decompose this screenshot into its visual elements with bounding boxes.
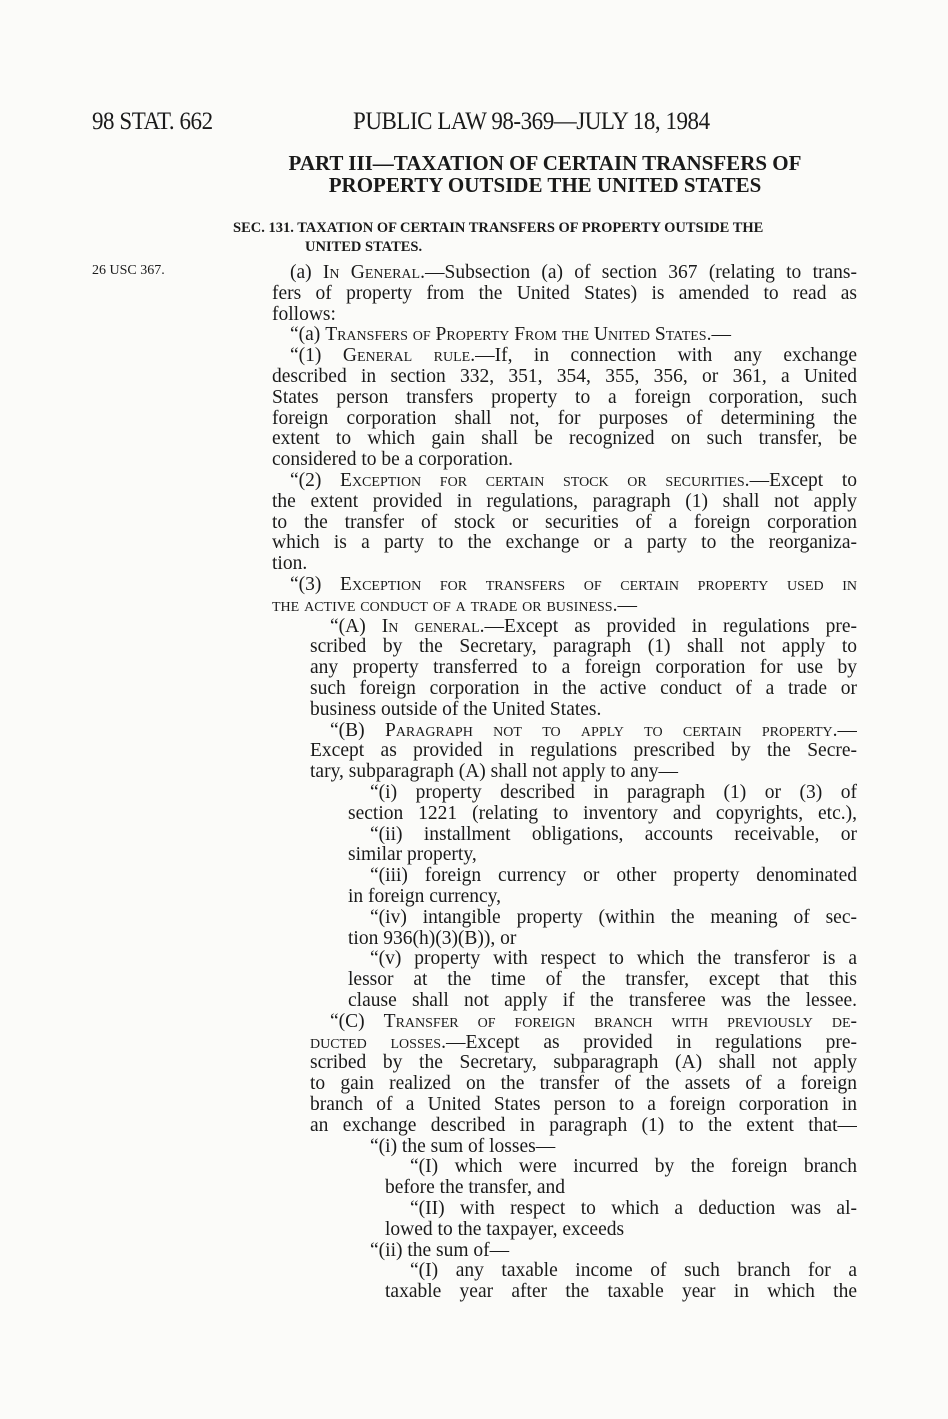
text-line [330,616,857,637]
line-text: —Subsection (a) of section 367 (relating to trans- [424,262,857,283]
line-text: “(A) [330,615,382,637]
line-text: States person transfers property to a foreign corporation, such [272,386,857,408]
text-line [370,1240,857,1261]
text-line [410,1156,857,1177]
text-line [310,740,857,761]
line-text: such foreign corporation in the active conduct of a trade or [310,678,857,699]
text-line [290,574,857,595]
running-header-title: PUBLIC LAW 98-369—JULY 18, 1984 [353,108,710,135]
line-text: lowed to the taxpayer, exceeds [385,1218,625,1240]
text-line [310,699,857,720]
line-text: tion. [272,553,308,575]
text-line [272,408,857,429]
small-caps-heading: Exception for transfers of certain property used in [340,574,857,595]
line-text: “(iii) foreign currency or other property denominated [370,865,857,887]
line-text: tion 936(h)(3)(B)), or [348,927,517,949]
text-line [290,345,857,366]
text-line [272,283,857,304]
line-text: scribed by the Secretary, subparagraph (A) shall not apply [310,1052,857,1074]
text-line [385,1281,857,1302]
text-line [348,990,857,1011]
text-line [348,844,857,865]
text-line [410,1260,857,1281]
text-line [348,803,857,824]
line-text: “(I) any taxable income of such branch for a [410,1260,857,1282]
text-line [310,657,857,678]
line-text: “(B) [330,719,385,741]
line-text: tary, subparagraph (A) shall not apply to any— [310,761,679,783]
text-line [290,470,857,491]
text-line [272,491,857,512]
small-caps-heading: Paragraph not to apply to certain property. [384,719,838,741]
line-text: —If, in connection with any exchange [475,345,857,367]
text-line [385,1177,857,1198]
page-stat-citation: 98 STAT. 662 [92,108,213,135]
small-caps-heading: In General. [322,262,425,283]
line-text: considered to be a corporation. [272,449,513,471]
text-line [290,262,857,283]
part-heading-line: PROPERTY OUTSIDE THE UNITED STATES [328,173,762,197]
line-text: “(C) [330,1010,384,1032]
line-text: in foreign currency, [348,886,502,907]
line-text: “(i) property described in paragraph (1) or (3) of [370,782,857,803]
text-line [330,1011,857,1032]
text-line [272,366,857,387]
text-line [348,928,857,949]
line-text: taxable year after the taxable year in which the [385,1281,857,1303]
text-line [348,969,857,990]
part-heading [240,152,850,196]
text-line [272,387,857,408]
line-text: which is a party to the exchange or a party to the reorganiza- [272,532,857,554]
line-text: before the transfer, and [385,1177,566,1199]
text-line [385,1219,857,1240]
line-text: described in section 332, 351, 354, 355, 356, or 361, a United [272,366,857,387]
line-text: “(v) property with respect to which the transferor is a [370,948,857,970]
small-caps-heading: General rule. [342,345,476,367]
text-line [370,907,857,928]
line-text: (a) [290,262,323,283]
text-line [370,948,857,969]
line-text: — [617,594,637,616]
small-caps-heading: In general. [381,615,485,637]
small-caps-heading: Transfers of Property From the United States. [325,324,712,346]
text-line [272,532,857,553]
line-text: — [837,719,857,741]
text-line [310,1073,857,1094]
line-text: lessor at the time of the transfer, except that this [348,969,857,991]
line-text: “(I) which were incurred by the foreign branch [410,1156,857,1178]
line-text: business outside of the United States. [310,698,602,720]
line-text: Except as provided in regulations prescribed by the Secre- [310,740,857,762]
line-text: “(1) [290,345,343,367]
line-text: extent to which gain shall be recognized on such transfer, be [272,428,857,450]
line-text: fers of property from the United States) is amended to read as [272,282,857,304]
text-line [272,512,857,533]
text-line [410,1198,857,1219]
line-text: clause shall not apply if the transferee was the lessee. [348,990,857,1011]
line-text: “(ii) the sum of— [370,1239,510,1261]
small-caps-heading: Transfer of foreign branch with previously de- [383,1010,857,1032]
line-text: —Except to [749,470,857,491]
line-text: foreign corporation shall not, for purposes of determining the [272,407,857,429]
line-text: branch of a United States person to a foreign corporation in [310,1094,857,1115]
section-heading-line: UNITED STATES. [305,239,423,255]
margin-note-usc: 26 USC 367. [92,263,165,278]
line-text: “(ii) installment obligations, accounts receivable, or [370,823,857,845]
text-line [310,636,857,657]
line-text: “(i) the sum of losses— [370,1135,556,1157]
line-text: “(3) [290,574,341,595]
text-line [370,865,857,886]
small-caps-heading: ducted losses. [310,1031,446,1053]
text-line [370,824,857,845]
text-line [370,1136,857,1157]
line-text: to the transfer of stock or securities of a foreign corporation [272,511,857,533]
line-text: “(2) [290,470,341,491]
small-caps-heading: the active conduct of a trade or business. [272,594,618,616]
text-line [272,304,857,325]
section-heading [233,219,863,257]
line-text: any property transferred to a foreign corporation for use by [310,657,857,679]
text-line [348,886,857,907]
text-line [272,449,857,470]
line-text: follows: [272,303,336,325]
text-line [310,1115,857,1136]
text-line [272,595,857,616]
line-text: to gain realized on the transfer of the assets of a foreign [310,1073,857,1095]
line-text: similar property, [348,844,477,866]
part-heading-line: PART III—TAXATION OF CERTAIN TRANSFERS OF [288,151,802,175]
line-text: scribed by the Secretary, paragraph (1) shall not apply to [310,636,857,658]
line-text: —Except as provided in regulations pre- [484,615,857,637]
line-text: — [711,324,731,346]
text-line [310,1052,857,1073]
text-line [310,1032,857,1053]
section-heading-line: SEC. 131. TAXATION OF CERTAIN TRANSFERS OF PROPERTY OUTSIDE THE [233,220,764,236]
line-text: section 1221 (relating to inventory and copyrights, etc.), [348,802,857,824]
line-text: “(iv) intangible property (within the meaning of sec- [370,906,857,928]
small-caps-heading: Exception for certain stock or securities. [340,470,750,491]
text-line [310,1094,857,1115]
text-line [330,720,857,741]
line-text: an exchange described in paragraph (1) to the extent that— [310,1114,857,1136]
line-text: “(II) with respect to which a deduction was al- [410,1198,857,1219]
text-line [310,678,857,699]
line-text: —Except as provided in regulations pre- [445,1031,857,1053]
text-line [272,553,857,574]
text-line [310,761,857,782]
text-line [370,782,857,803]
text-line [290,324,857,345]
line-text: the extent provided in regulations, paragraph (1) shall not apply [272,490,857,512]
line-text: “(a) [290,324,326,346]
text-line [272,428,857,449]
